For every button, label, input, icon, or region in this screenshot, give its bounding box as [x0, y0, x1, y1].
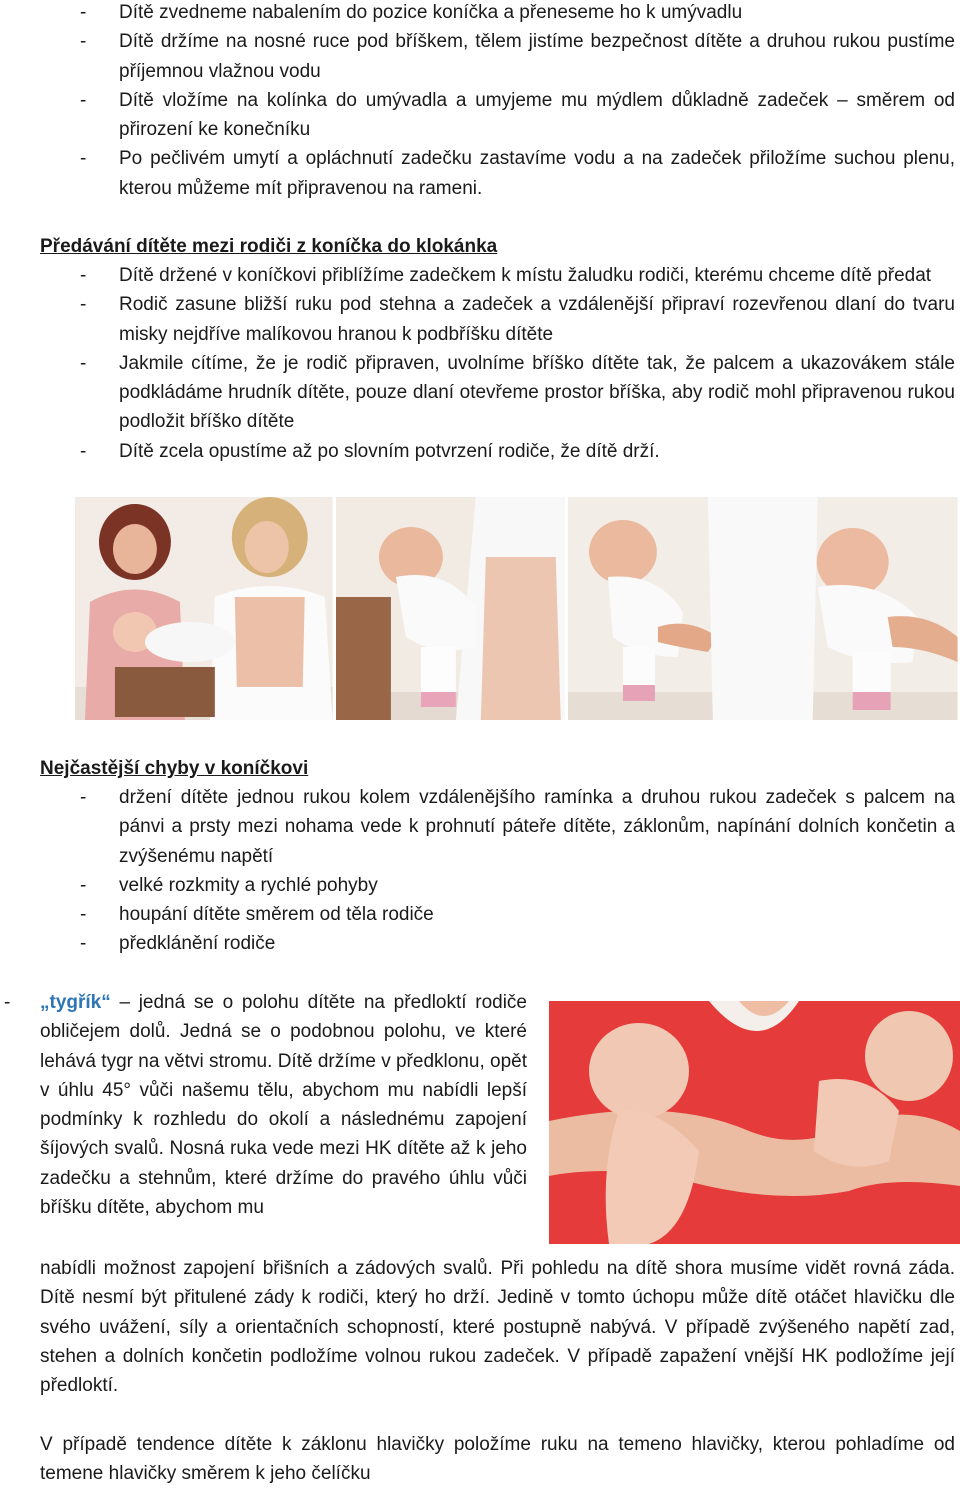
handover-photo-1 [75, 497, 333, 720]
list-item: - Jakmile cítíme, že je rodič připraven, uvolníme bříško dítěte tak, že palcem a ukazovákem stále podkládáme hrudník dítěte, pouze dlaní otevřeme prostor bříška, aby rodič mohl připravenou rukou podložit bříško dítěte [0, 349, 960, 437]
list-item: - Dítě zvedneme nabalením do pozice koníčka a přeneseme ho k umývadlu [0, 0, 960, 27]
handover-photo-2 [336, 497, 566, 720]
tiger-photo [549, 1001, 960, 1244]
handover-list-block [0, 261, 960, 466]
list-item: - Rodič zasune bližší ruku pod stehna a zadeček a vzdálenější připraví rozevřenou dlaní do tvaru misky nejdříve malíkovou hranou k podbříšku dítěte [0, 290, 960, 349]
list-item: - velké rozkmity a rychlé pohyby [0, 871, 960, 900]
errors-list [0, 783, 960, 959]
intro-list-block [0, 0, 960, 203]
tiger-paragraph [4, 988, 527, 1222]
list-item: - držení dítěte jednou rukou kolem vzdálenějšího ramínka a druhou rukou zadeček s palcem na pánvi a prsty mezi nohama vede k prohnutí páteře dítěte, záklonům, napínání dolních končetin a zvýšenému napětí [0, 783, 960, 871]
tiger-paragraph-start [40, 988, 527, 1222]
handover-photo-strip [75, 497, 958, 720]
errors-list-block [0, 783, 960, 959]
list-item: - Dítě držené v koníčkovi přiblížíme zadečkem k místu žaludku rodiči, kterému chceme dítě předat [0, 261, 960, 290]
list-item: - Dítě držíme na nosné ruce pod bříškem, tělem jistíme bezpečnost dítěte a druhou rukou pustíme příjemnou vlažnou vodu [0, 27, 960, 86]
list-item: - houpání dítěte směrem od těla rodiče [0, 900, 960, 929]
intro-list [0, 0, 960, 203]
handover-list [0, 261, 960, 466]
tiger-term: „tygřík“ [40, 992, 111, 1013]
list-item: - Po pečlivém umytí a opláchnutí zadečku zastavíme vodu a na zadeček přiložíme suchou plenu, kterou můžeme mít připravenou na rameni. [0, 144, 960, 203]
tiger-paragraph-continued: nabídli možnost zapojení břišních a zádových svalů. Při pohledu na dítě shora musíme vidět rovná záda. Dítě nesmí být přitulené zády k rodiči, který ho drží. Jedině v tomto úchopu může dítě otáčet hlavičku dle svého uvážení, síly a orientačních schopností, které postupně nabývá. V případě zvýšeného napětí zad, stehen a dolních končetin podložíme volnou rukou zadeček. V případě zapažení vnější HK podložíme její předloktí. [40, 1258, 955, 1397]
list-item: - Dítě vložíme na kolínka do umývadla a umyjeme mu mýdlem důkladně zadeček – směrem od přirození ke konečníku [0, 86, 960, 145]
list-item: - Dítě zcela opustíme až po slovním potvrzení rodiče, že dítě drží. [0, 437, 960, 466]
tiger-dash: - [4, 992, 11, 1013]
list-item: - předklánění rodiče [0, 929, 960, 958]
handover-heading: Předávání dítěte mezi rodiči z koníčka do klokánka [40, 236, 498, 257]
handover-photo-3 [568, 497, 958, 720]
errors-heading: Nejčastější chyby v koníčkovi [40, 758, 309, 779]
tiger-text-start: – jedná se o polohu dítěte na předloktí rodiče obličejem dolů. Jedná se o podobnou polohu, ve které lehává tygr na větvi stromu. Dítě držíme v předklonu, opět v úhlu 45° vůči našemu tělu, abychom mu nabídli lepší podmínky k rozhledu do okolí a následnému zapojení šíjových svalů. Nosná ruka vede mezi HK dítěte až k jeho zadečku a stehnům, které držíme do pravého úhlu vůči bříšku dítěte, abychom mu [40, 992, 527, 1219]
final-paragraph: V případě tendence dítěte k záklonu hlavičky položíme ruku na temeno hlavičky, kterou pohladíme od temene hlavičky směrem k jeho čelíčku [40, 1434, 955, 1485]
